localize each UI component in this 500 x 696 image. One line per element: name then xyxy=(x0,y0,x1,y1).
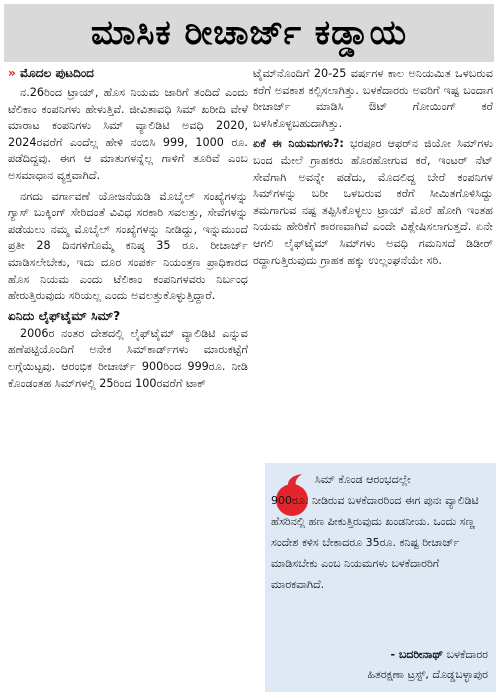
quote-body xyxy=(271,469,490,595)
paragraph-3: 2006ರ ನಂತರ ದೇಶದಲ್ಲಿ ಲೈಫ್‌ಟೈಮ್ ವ್ಯಾಲಿಡಿಟಿ ಎನ್ನುವ ಹಣೆಪಟ್ಟಿಯೊಂದಿಗೆ ಅನೇಕ ಸಿಮ್‌ಕಾರ್ಡ್‌ಗಳು ಮಾರುಕಟ್ಟೆಗೆ ಲಗ್ಗೆಯಿಟ್ಟವು. ಆರಂಭಿಕ ರೀಚಾರ್ಜ್ 900ರಿಂದ 999ರೂ. ನೀಡಿ ಕೊಂಡಂತಹ ಸಿಮ್‌ಗಳಲ್ಲಿ 25ರಿಂದ 100ರವರೆಗೆ ಟಾಕ್ xyxy=(8,326,248,390)
paragraph-5-text: ಭರಪೂರ ಆಫರ್‌ನ ಜಿಯೋ ಸಿಮ್‌ಗಳು ಬಂದ ಮೇಲೆ ಗ್ರಾಹಕರು ಹೊರಹೋಗುವ ಕರೆ, ಇಂಟರ್ ನೆಟ್ ಸೇವೆಗಾಗಿ ಅವನ್ನೇ ಪಡೆದು, ಮೊದಲಿದ್ದ ಬೇರೆ ಕಂಪನಿಗಳ ಸಿಮ್‌ಗಳನ್ನು ಬರೀ ಒಳಬರುವ ಕರೆಗೆ ಸೀಮಿತಗೊಳಿಸಿದ್ದು ತಮಗಾಗುವ ನಷ್ಟ ತಪ್ಪಿಸಿಕೊಳ್ಳಲು ಟ್ರಾಯ್ ಮೊರೆ ಹೋಗಿ ಇಂತಹ ನಿಯಮ ಹೇರಿಕೆಗೆ ಕಾರಣವಾಗಿವೆ ಎಂದೇ ವಿಶ್ಲೇಷಿಸಲಾಗುತ್ತದೆ. ಏನೇ ಆಗಲಿ ಲೈಫ್‌ಟೈಮ್ ಸಿಮ್‌ಗಳು ಅವಧಿ ಗಮನಿಸದೆ ಡಿಡೀರ್ ರದ್ದಾಗುತ್ತಿರುವುದು ಗ್ರಾಹಕ ಹಕ್ಕು ಉಲ್ಲಂಘನೆಯೇ ಸರಿ. xyxy=(253,137,493,267)
headline-text: ಮಾಸಿಕ ರೀಚಾರ್ಜ್ ಕಡ್ಡಾಯ xyxy=(90,13,408,53)
paragraph-1: ನ.26ರಿಂದ ಟ್ರಾಯ್, ಹೊಸ ನಿಯಮ ಜಾರಿಗೆ ತಂದಿದೆ ಎಂದು ಟೆಲಿಕಾಂ ಕಂಪನಿಗಳು ಹೇಳುತ್ತಿವೆ. ಜೀವಿತಾವಧಿ ಸಿಮ್ ಖರೀದಿ ವೇಳೆ ಮಾರಾಟ ಕಂಪನಿಗಳು ಸಿಮ್ ವ್ಯಾಲಿಡಿಟಿ ಅವಧಿ 2020, 2024ರವರೆಗೆ ಎಂದೆಲ್ಲ ಹೇಳಿ ನಂಬಿಸಿ 999, 1000 ರೂ. ಪಡೆದಿದ್ದವು. ಈಗ ಆ ಮಾತುಗಳನ್ನೆಲ್ಲ ಗಾಳಿಗೆ ತೂರಿವೆ ಎಂಬ ಅಸಮಾಧಾನ ವ್ಯಕ್ತವಾಗಿದೆ. xyxy=(8,86,248,182)
attribution-role: ಬಳಕೆದಾರರ xyxy=(446,648,488,661)
headline-banner xyxy=(4,4,494,62)
pull-quote-box xyxy=(265,463,496,692)
continued-from-front-page xyxy=(8,66,248,81)
right-column xyxy=(253,66,493,273)
subheading-lifetime-sim: ಏನಿದು ಲೈಫ್‌ಟೈಮ್ ಸಿಮ್? xyxy=(8,308,121,323)
attribution-name: - ಬದರೀನಾಥ್ xyxy=(390,648,444,661)
kicker-text: ಮೊದಲ ಪುಟದಿಂದ xyxy=(19,66,94,80)
paragraph-2: ನಗದು ವರ್ಗಾವಣೆ ಯೋಜನೆಯಡಿ ಮೊಬೈಲ್ ಸಂಖ್ಯೆಗಳನ್ನು ಗ್ಯಾಸ್ ಬುಕ್ಕಿಂಗ್ ಸೇರಿದಂತೆ ವಿವಿಧ ಸರಕಾರಿ ಸವಲತ್ತು, ಸೇವೆಗಳನ್ನು ಪಡೆಯಲು ನಮ್ಮ ಮೊಬೈಲ್ ಸಂಖ್ಯೆಗಳನ್ನು ನೀಡಿದ್ದು, ಇನ್ನುಮುಂದೆ ಪ್ರತೀ 28 ದಿನಗಳಿಗೊಮ್ಮೆ ಕನಿಷ್ಠ 35 ರೂ. ರೀಚಾರ್ಜ್ ಮಾಡಿಸಲೇಬೇಕು, ಇದು ದೂರ ಸಂಪರ್ಕ ನಿಯಂತ್ರಣ ಪ್ರಾಧಿಕಾರದ ಹೊಸ ನಿಯಮ ಎಂದು ಟೆಲಿಕಾಂ ಕಂಪನಿಗಳವರು ನಿರ್ಬಂಧ ಹೇರುತ್ತಿರುವುದು ಸರಿಯಲ್ಲ ಎಂದು ಅವಲತ್ತುಕೊಳ್ಳುತ್ತಿದ್ದಾರೆ. xyxy=(8,189,248,303)
chevron-marker-icon: » xyxy=(8,66,16,80)
quote-attribution xyxy=(273,645,488,685)
subheading-why-rules: ಏಕೆ ಈ ನಿಯಮಗಳು?: xyxy=(253,137,344,151)
quote-first-line: ಸಿಮ್ ಕೊಂಡ ಆರಂಭದಲ್ಲೇ xyxy=(315,473,411,486)
paragraph-5 xyxy=(253,136,493,269)
paragraph-4: ಟೈಮ್‌ನೊಂದಿಗೆ 20-25 ವರ್ಷಗಳ ಕಾಲ ಅನಿಯಮಿತ ಒಳಬರುವ ಕರೆಗೆ ಅವಕಾಶ ಕಲ್ಪಿಸಲಾಗಿತ್ತು. ಬಳಕೆದಾರರು ಅವರಿಗೆ ಇಷ್ಟ ಬಂದಾಗ ರೀಚಾರ್ಜ್ ಮಾಡಿಸಿ ಔಟ್ ಗೋಯಿಂಗ್ ಕರೆ ಬಳಸಿಕೊಳ್ಳಬಹುದಾಗಿತ್ತು. xyxy=(253,67,493,130)
left-column xyxy=(8,66,248,396)
quote-text: 900ರೂ. ನೀಡಿರುವ ಬಳಕೆದಾರರಿಂದ ಈಗ ಪುನಃ ವ್ಯಾಲಿಡಿಟಿ ಹೆಸರಿನಲ್ಲಿ ಹಣ ಪೀಕುತ್ತಿರುವುದು ಖಂಡನೀಯ. ಒಂದು ಸಣ್ಣ ಸಂದೇಶ ಕಳಿಸ ಬೇಕಾದರೂ 35ರೂ. ಕನಿಷ್ಟ ರೀಚಾರ್ಜ್ ಮಾಡಿಸಬೇಕು ಎಂಬ ನಿಯಮಗಳು ಬಳಕೆದಾರರಿಗೆ ಮಾರಕವಾಗಿದೆ. xyxy=(271,494,479,591)
attribution-org: ಹಿತರಕ್ಷಣಾ ಟ್ರಸ್ಟ್, ದೊಡ್ಡಬಳ್ಳಾಪುರ xyxy=(367,668,488,681)
